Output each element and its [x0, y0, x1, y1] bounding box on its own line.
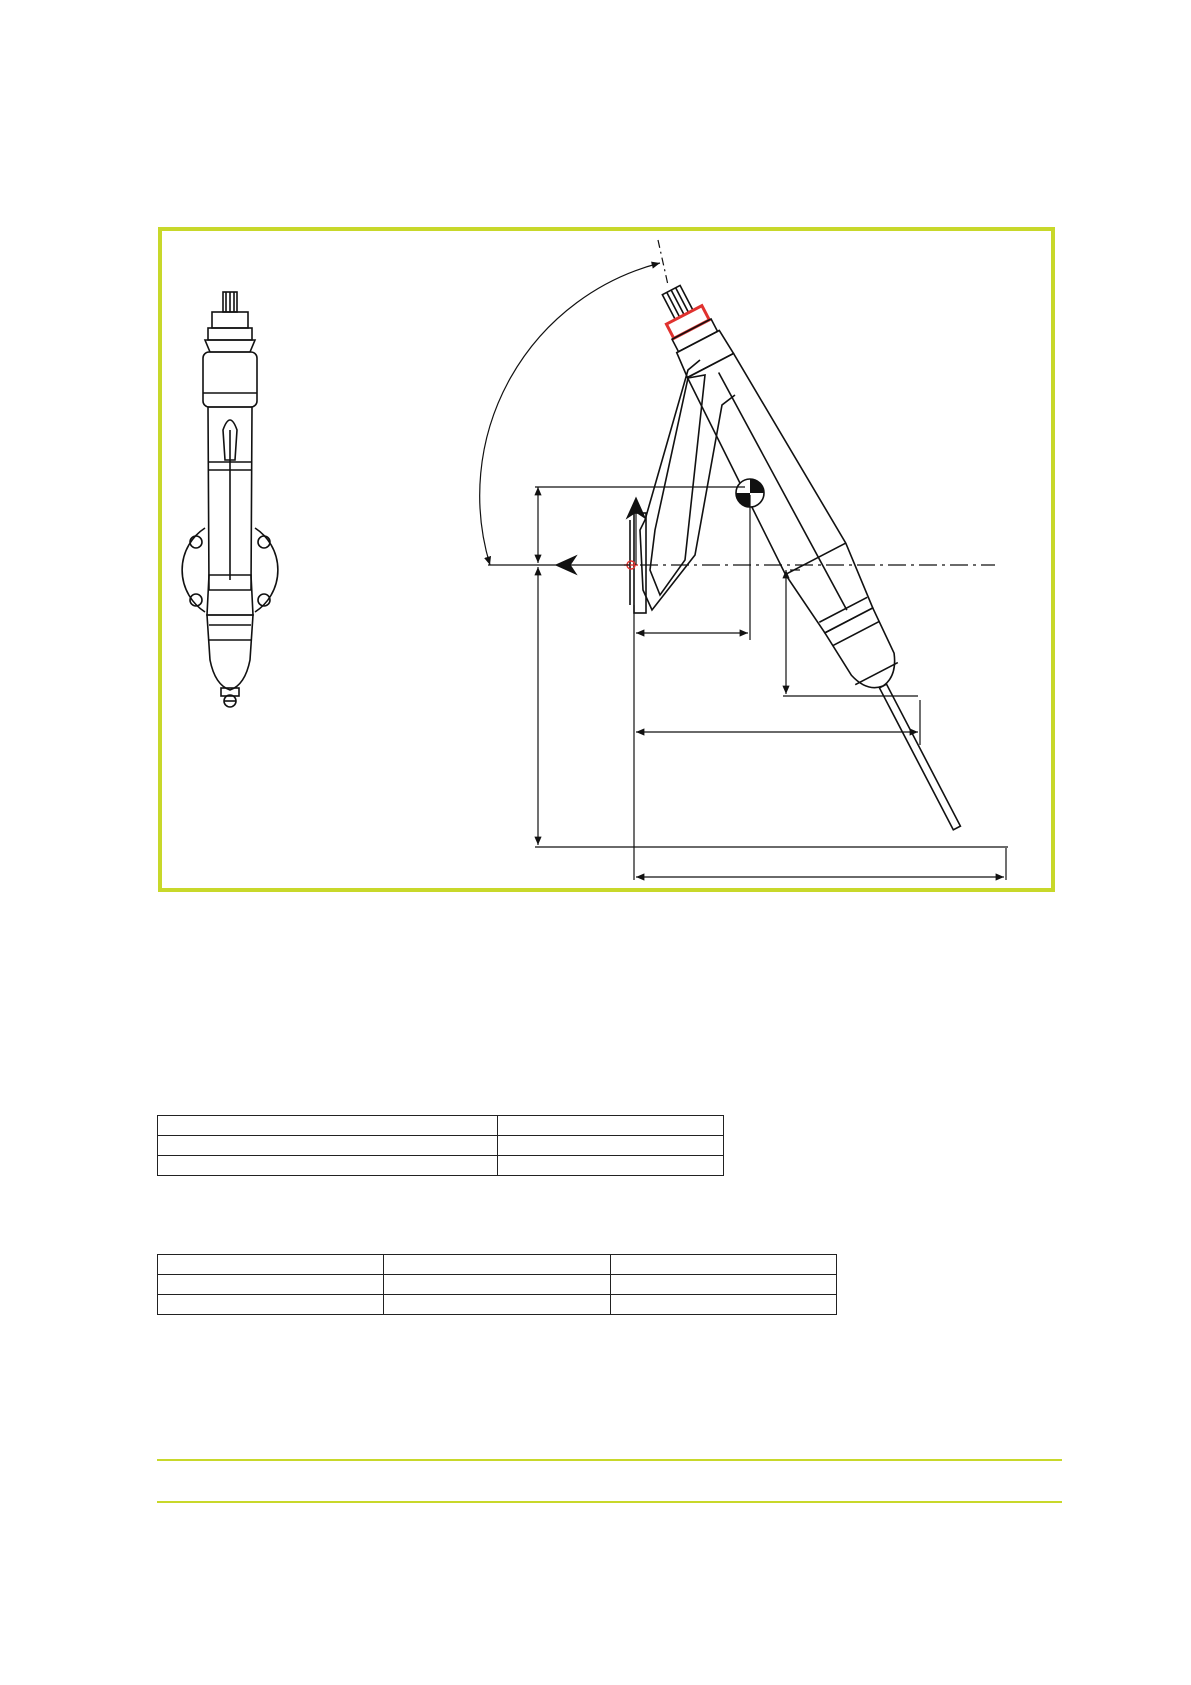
table-row: [158, 1136, 724, 1156]
table-row: [158, 1116, 724, 1136]
table-cell: [384, 1295, 610, 1315]
table-cell: [610, 1295, 836, 1315]
table-cell: [498, 1156, 724, 1176]
spec-table-2: [157, 1254, 837, 1315]
table-cell: [610, 1275, 836, 1295]
tool-side-view-icon: [630, 273, 986, 845]
tool-front-view-icon: [182, 292, 278, 707]
footer-rule-bottom: [157, 1501, 1062, 1503]
table-cell: [498, 1136, 724, 1156]
table-cell: [158, 1136, 498, 1156]
table-cell: [158, 1116, 498, 1136]
table-row: [158, 1295, 837, 1315]
table-cell: [498, 1116, 724, 1136]
table-row: [158, 1275, 837, 1295]
footer-rule-top: [157, 1459, 1062, 1461]
table-cell: [384, 1255, 610, 1275]
table-row: [158, 1156, 724, 1176]
spec-table-1: [157, 1115, 724, 1176]
table-cell: [158, 1275, 384, 1295]
table-cell: [384, 1275, 610, 1295]
table-cell: [158, 1295, 384, 1315]
table-cell: [158, 1156, 498, 1176]
table-cell: [158, 1255, 384, 1275]
table-row: [158, 1255, 837, 1275]
table-cell: [610, 1255, 836, 1275]
